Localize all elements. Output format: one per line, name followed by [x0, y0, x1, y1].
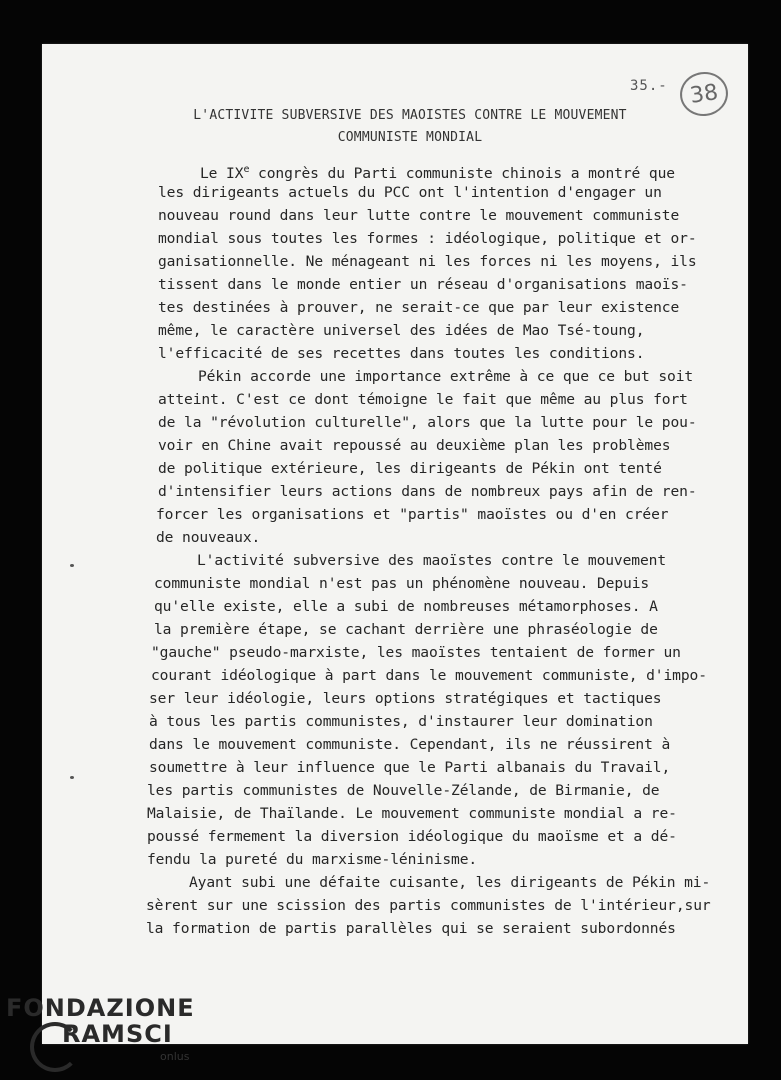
text-line: mondial sous toutes les formes : idéologique, politique et or- — [158, 230, 697, 247]
text-line: communiste mondial n'est pas un phénomène nouveau. Depuis — [154, 575, 650, 592]
text-line: de politique extérieure, les dirigeants de Pékin ont tenté — [158, 460, 662, 477]
text-line: L'activité subversive des maoïstes contre le mouvement — [197, 552, 667, 569]
page-number: 35.- — [630, 78, 668, 94]
fondazione-gramsci-watermark — [2, 994, 202, 1074]
text-line-first: Le IXe congrès du Parti communiste chinois a montré que — [200, 164, 675, 182]
text-line: les partis communistes de Nouvelle-Zélande, de Birmanie, de — [147, 782, 660, 799]
text-line: l'efficacité de ses recettes dans toutes les conditions. — [158, 345, 645, 362]
text-line: voir en Chine avait repoussé au deuxième plan les problèmes — [158, 437, 671, 454]
text-line: tes destinées à prouver, ne serait-ce que par leur existence — [158, 299, 680, 316]
text-line: soumettre à leur influence que le Parti albanais du Travail, — [149, 759, 671, 776]
text-line: fendu la pureté du marxisme-léninisme. — [147, 851, 478, 868]
archive-circled-number: 38 — [677, 69, 731, 119]
title-line-2: COMMUNISTE MONDIAL — [337, 130, 483, 145]
text-line: dans le mouvement communiste. Cependant, ils ne réussirent à — [149, 736, 671, 753]
margin-mark — [70, 564, 74, 567]
text-line: la formation de partis parallèles qui se seraient subordonnés — [146, 920, 676, 937]
watermark-line-1: FONDAZIONE — [6, 994, 195, 1022]
text-line: de nouveaux. — [156, 529, 261, 546]
text-line: à tous les partis communistes, d'instaurer leur domination — [149, 713, 653, 730]
text-line: même, le caractère universel des idées de Mao Tsé-toung, — [158, 322, 645, 339]
text-line: sèrent sur une scission des partis communistes de l'intérieur,sur — [146, 897, 711, 914]
title-line-1: L'ACTIVITE SUBVERSIVE DES MAOISTES CONTRE LE MOUVEMENT — [193, 108, 627, 123]
watermark-sub: onlus — [160, 1050, 190, 1063]
text-line: forcer les organisations et "partis" maoïstes ou d'en créer — [156, 506, 669, 523]
text-line: Malaisie, de Thaïlande. Le mouvement communiste mondial a re- — [147, 805, 677, 822]
text-line: d'intensifier leurs actions dans de nombreux pays afin de ren- — [158, 483, 697, 500]
text-line: Pékin accorde une importance extrême à ce que ce but soit — [198, 368, 694, 385]
text-line: Ayant subi une défaite cuisante, les dirigeants de Pékin mi- — [189, 874, 711, 891]
text-line: atteint. C'est ce dont témoigne le fait que même au plus fort — [158, 391, 688, 408]
text-line: poussé fermement la diversion idéologique du maoïsme et a dé- — [147, 828, 677, 845]
text-line: de la "révolution culturelle", alors que la lutte pour le pou- — [158, 414, 697, 431]
text-line: ser leur idéologie, leurs options stratégiques et tactiques — [149, 690, 662, 707]
text-line: ganisationnelle. Ne ménageant ni les forces ni les moyens, ils — [158, 253, 697, 270]
margin-mark — [70, 776, 74, 779]
text-line: la première étape, se cachant derrière une phraséologie de — [154, 621, 658, 638]
watermark-line-2: RAMSCI — [62, 1020, 173, 1048]
text-line: "gauche" pseudo-marxiste, les maoïstes tentaient de former un — [151, 644, 681, 661]
text-line: les dirigeants actuels du PCC ont l'intention d'engager un — [158, 184, 662, 201]
text-line: nouveau round dans leur lutte contre le mouvement communiste — [158, 207, 680, 224]
text-line: tissent dans le monde entier un réseau d'organisations maoïs- — [158, 276, 688, 293]
text-line: qu'elle existe, elle a subi de nombreuses métamorphoses. A — [154, 598, 658, 615]
text-line: courant idéologique à part dans le mouvement communiste, d'impo- — [151, 667, 707, 684]
